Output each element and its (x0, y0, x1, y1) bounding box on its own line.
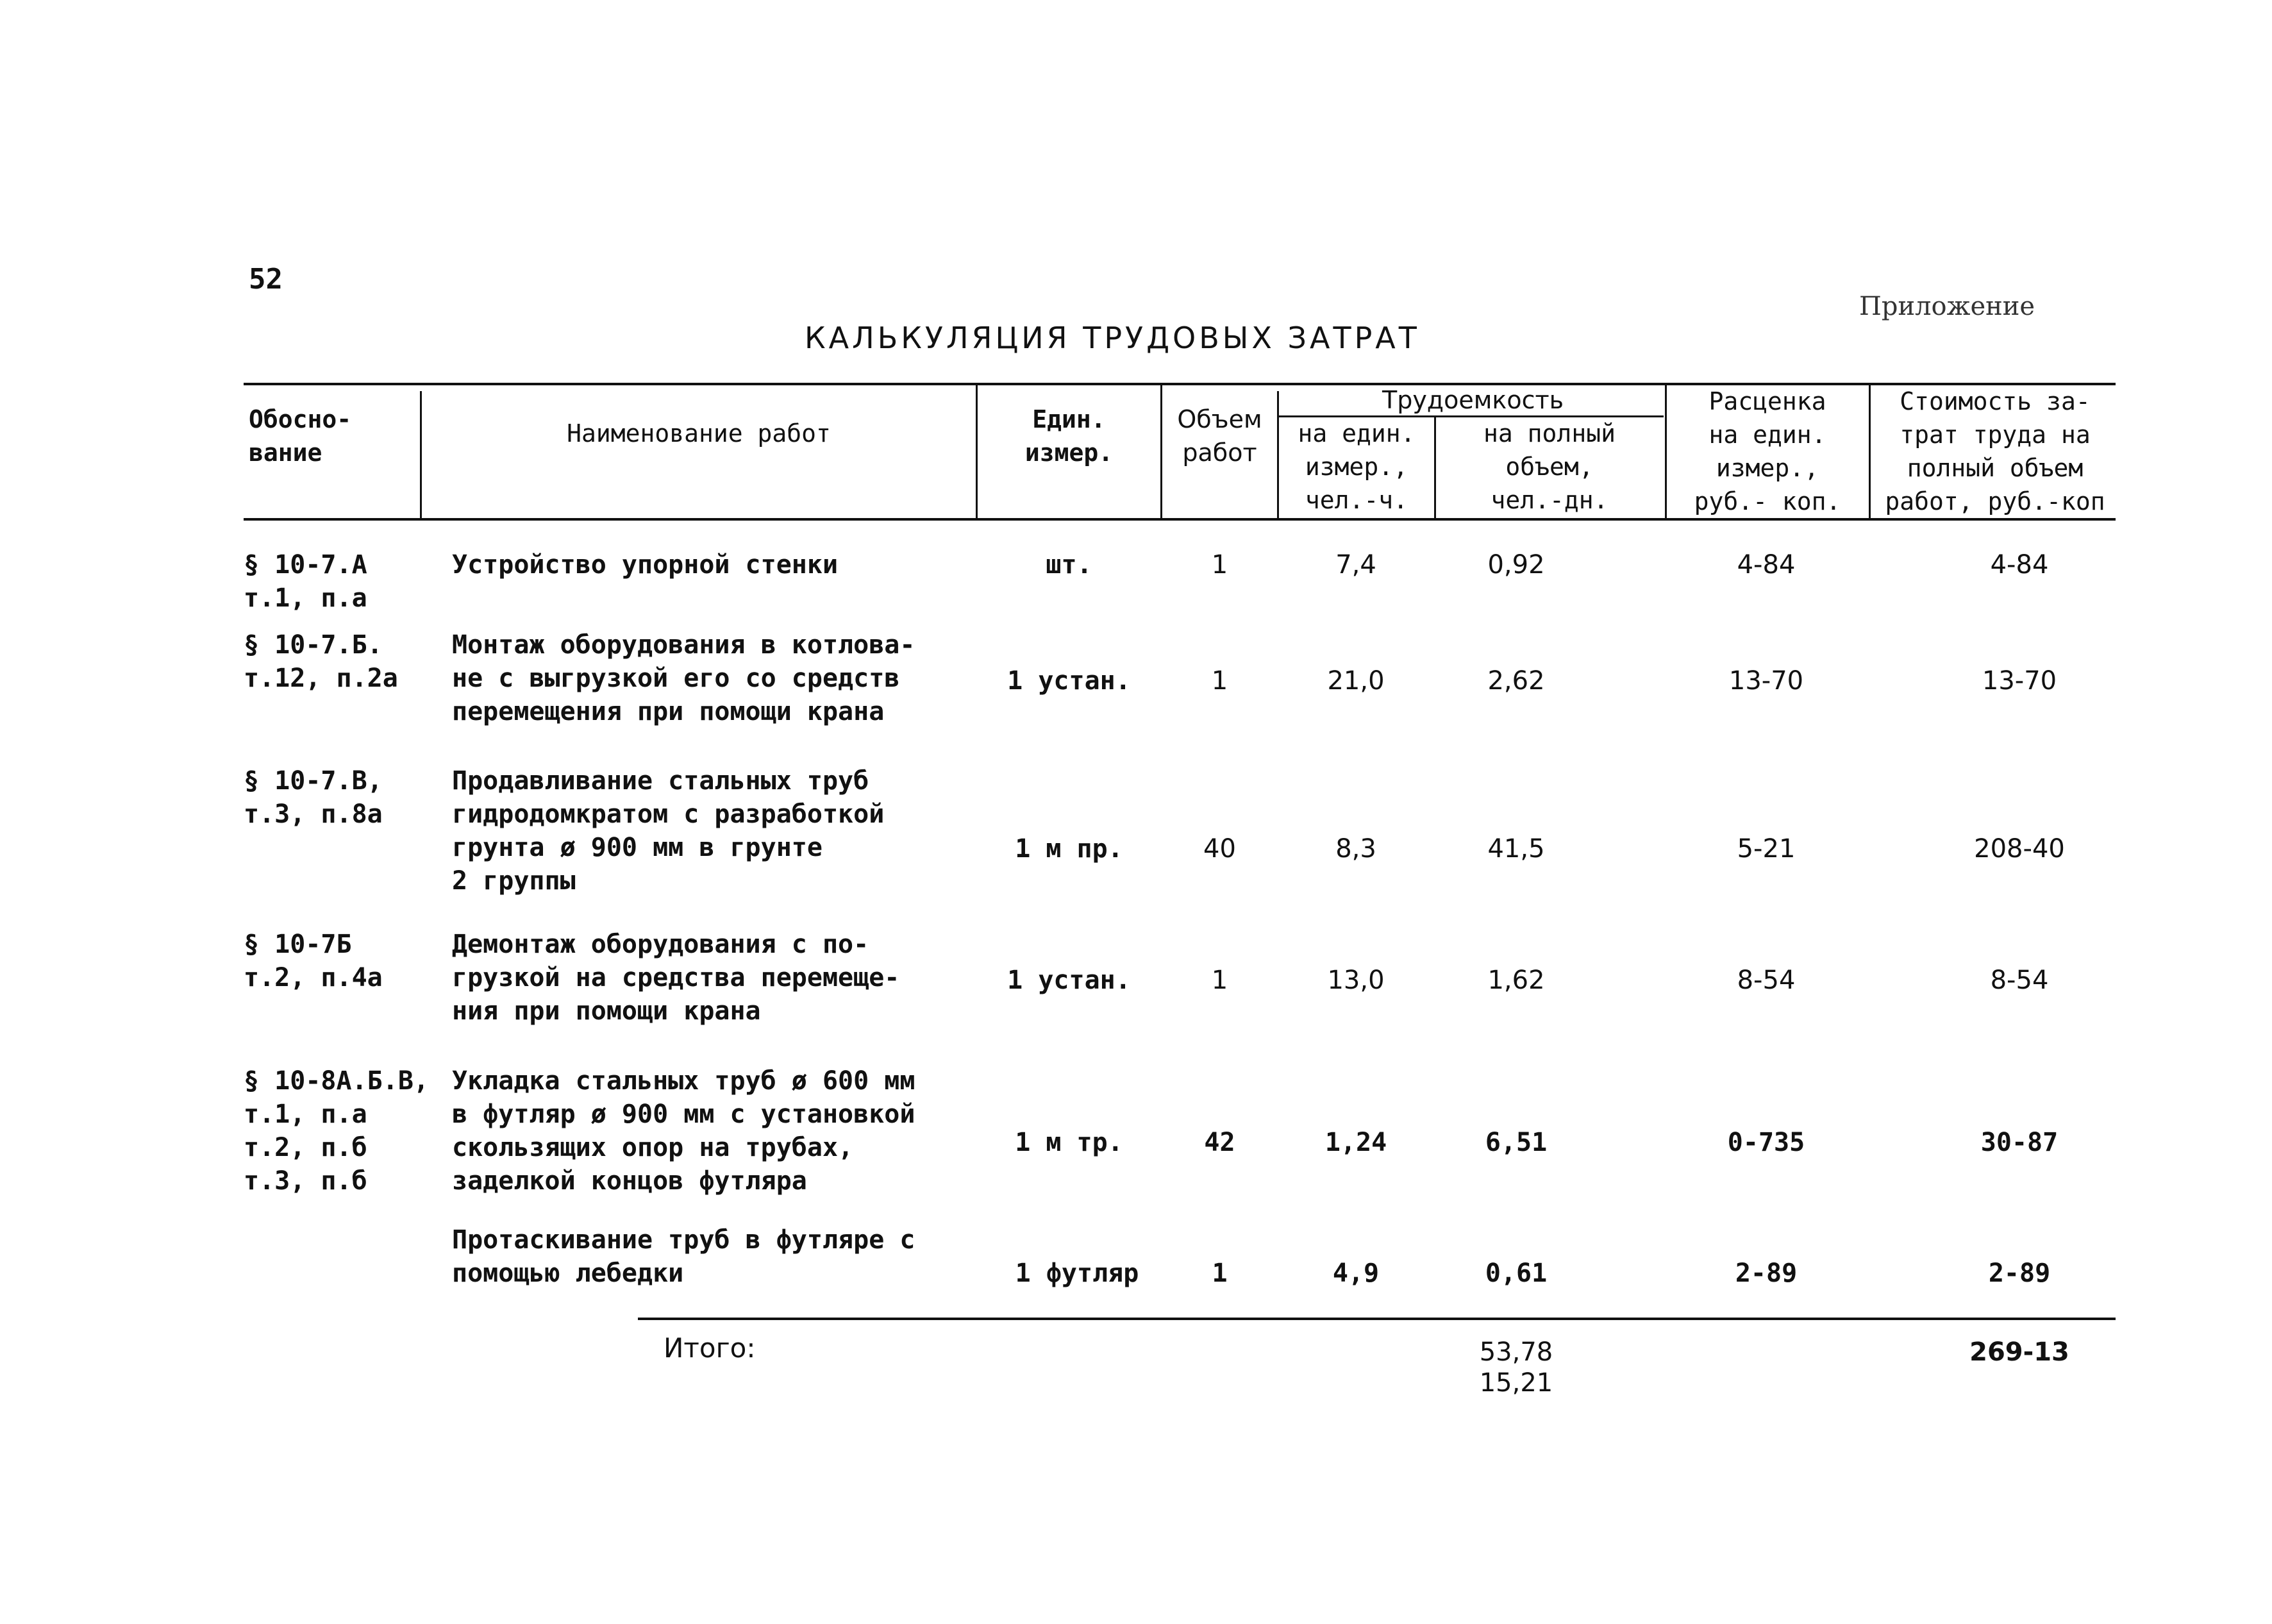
header-labor-total: на полный объем, чел.-дн. (1483, 419, 1616, 514)
row-4-basis: § 10-7Б т.2, п.4а (244, 930, 383, 992)
row-4-labor-unit: 13,0 (1327, 966, 1385, 995)
row-5-labor-unit: 1,24 (1324, 1128, 1387, 1157)
row-5-cost: 30-87 (1980, 1128, 2059, 1157)
row-3-rate: 5-21 (1737, 834, 1796, 864)
row-2-labor-total: 2,62 (1487, 666, 1545, 696)
row-6-volume: 1 (1212, 1259, 1228, 1288)
col-divider-5 (1434, 417, 1436, 519)
totals-rule (638, 1318, 2116, 1320)
row-4-rate: 8-54 (1737, 966, 1796, 995)
row-1-basis: § 10-7.А т.1, п.а (244, 550, 367, 613)
row-4-labor-total: 1,62 (1487, 966, 1545, 995)
row-5-rate: 0-735 (1727, 1128, 1805, 1157)
document-title: КАЛЬКУЛЯЦИЯ ТРУДОВЫХ ЗАТРАТ (805, 321, 1420, 355)
col-divider-7 (1869, 385, 1871, 519)
row-1-volume: 1 (1211, 550, 1228, 580)
row-3-labor-unit: 8,3 (1335, 834, 1376, 864)
header-volume: Объем работ (1177, 405, 1262, 467)
row-2-rate: 13-70 (1728, 666, 1804, 696)
row-2-labor-unit: 21,0 (1327, 666, 1385, 696)
row-3-volume: 40 (1203, 834, 1236, 864)
row-3-basis: § 10-7.В, т.3, п.8а (244, 766, 383, 829)
total-cost: 269-13 (1969, 1337, 2069, 1367)
row-5-volume: 42 (1204, 1128, 1235, 1157)
row-2-basis: § 10-7.Б. т.12, п.2а (244, 630, 398, 693)
row-3-unit: 1 м пр. (1015, 834, 1123, 864)
row-4-unit: 1 устан. (1007, 966, 1131, 995)
row-6-rate: 2-89 (1735, 1259, 1798, 1288)
row-2-volume: 1 (1211, 666, 1228, 696)
row-1-unit: шт. (1046, 550, 1092, 580)
row-5-labor-total: 6,51 (1485, 1128, 1548, 1157)
header-basis: Обосно- вание (249, 405, 352, 467)
header-unit: Един. измер. (1024, 405, 1114, 467)
header-cost: Стоимость за- трат труда на полный объем работ, руб.-коп (1885, 387, 2105, 515)
row-5-unit: 1 м тр. (1015, 1128, 1123, 1157)
header-rate: Расценка на един. измер., руб.- коп. (1694, 387, 1841, 515)
row-4-name: Демонтаж оборудования с по- грузкой на средства перемеще- ния при помощи крана (452, 930, 900, 1026)
header-name: Наименование работ (567, 419, 831, 448)
header-labor: Трудоемкость (1382, 386, 1564, 414)
row-6-name: Протаскивание труб в футляре с помощью лебедки (452, 1225, 915, 1288)
col-divider-2 (976, 385, 978, 519)
row-1-labor-unit: 7,4 (1335, 550, 1376, 580)
row-6-labor-total: 0,61 (1485, 1259, 1548, 1288)
appendix-label: Приложение (1859, 292, 2035, 321)
row-4-volume: 1 (1211, 966, 1228, 995)
total-label: Итого: (664, 1332, 756, 1364)
row-6-cost: 2-89 (1988, 1259, 2051, 1288)
header-labor-unit: на един. измер., чел.-ч. (1298, 419, 1416, 514)
row-1-cost: 4-84 (1990, 550, 2049, 580)
row-3-labor-total: 41,5 (1487, 834, 1545, 864)
row-2-cost: 13-70 (1982, 666, 2057, 696)
total-labor: 53,78 15,21 (1479, 1337, 1553, 1398)
row-5-name: Укладка стальных труб ø 600 мм в футляр ø 900 мм с установкой скользящих опор на трубах, заделкой концов футляра (452, 1066, 915, 1196)
row-4-cost: 8-54 (1990, 966, 2049, 995)
page-number: 52 (249, 263, 283, 296)
col-divider-1 (420, 391, 422, 519)
row-5-basis: § 10-8А.Б.В, т.1, п.а т.2, п.б т.3, п.б (244, 1066, 429, 1196)
row-3-name: Продавливание стальных труб гидродомкратом с разработкой грунта ø 900 мм в грунте 2 группы (452, 766, 885, 896)
col-divider-6 (1665, 385, 1667, 519)
row-1-rate: 4-84 (1737, 550, 1796, 580)
col-divider-4 (1277, 391, 1279, 519)
row-2-name: Монтаж оборудования в котлова- не с выгрузкой его со средств перемещения при помощи крана (452, 630, 915, 726)
row-6-labor-unit: 4,9 (1332, 1259, 1380, 1288)
header-bottom-rule (244, 518, 2116, 521)
row-1-labor-total: 0,92 (1487, 550, 1545, 580)
row-3-cost: 208-40 (1974, 834, 2065, 864)
row-1-name: Устройство упорной стенки (452, 550, 839, 580)
row-6-unit: 1 футляр (1015, 1259, 1139, 1288)
col-divider-3 (1160, 385, 1162, 519)
row-2-unit: 1 устан. (1007, 666, 1131, 696)
